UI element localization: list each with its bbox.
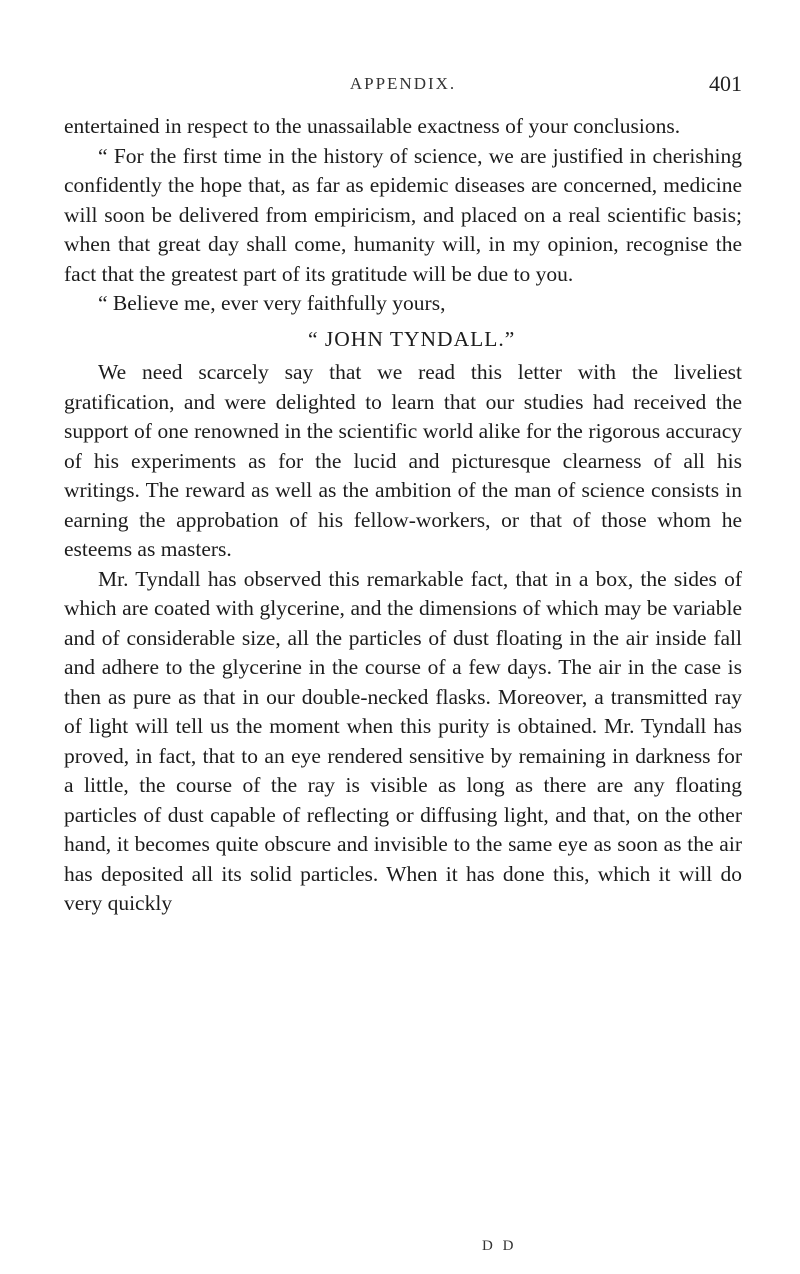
printer-signature-mark: D D	[482, 1238, 517, 1254]
paragraph-tyndall-experiment: Mr. Tyndall has observed this remarkable fact, that in a box, the sides of which are coated with glycerine, and the dimensions of which may be variable and of considerable size, all the particles of dust floating in the air inside fall and adhere to the glycerine in the course of a few days. The air in the case is then as pure as that in our double-necked flasks. Moreover, a transmitted ray of light will tell us the moment when this purity is obtained. Mr. Tyndall has proved, in fact, that to an eye rendered sensitive by remaining in darkness for a little, the course of the ray is visible as long as there are any floating particles of dust capable of reflecting or diffusing light, and that, on the other hand, it becomes quite obscure and invisible to the same eye as soon as the air has deposited all its solid particles. When it has done this, which it will do very quickly	[64, 566, 742, 915]
body-text	[64, 112, 742, 919]
page-number: 401	[709, 71, 742, 96]
running-title: APPENDIX.	[349, 74, 457, 93]
running-head	[64, 71, 742, 100]
letter-signature: “ JOHN TYNDALL.”	[308, 326, 516, 351]
letter-closing: “ Believe me, ever very faithfully yours,	[98, 291, 446, 315]
paragraph-commentary: We need scarcely say that we read this letter with the liveliest gratification, and were delighted to learn that our studies had received the support of one renowned in the scientific world alike for the rigorous accuracy of his experiments as for the lucid and picturesque clearness of all his writings. The reward as well as the ambition of the man of science consists in earning the approbation of his fellow-workers, or that of those whom he esteems as masters.	[64, 360, 742, 561]
paragraph-continuation: entertained in respect to the unassailable exactness of your conclusions.	[64, 114, 681, 138]
paragraph-letter-quote: “ For the first time in the history of science, we are justified in cherishing confidently the hope that, as far as epidemic diseases are concerned, medicine will soon be delivered from empiricism, and placed on a real scientific basis; when that great day shall come, humanity will, in my opinion, recognise the fact that the greatest part of its gratitude will be due to you.	[64, 143, 742, 286]
book-page	[64, 0, 742, 1274]
